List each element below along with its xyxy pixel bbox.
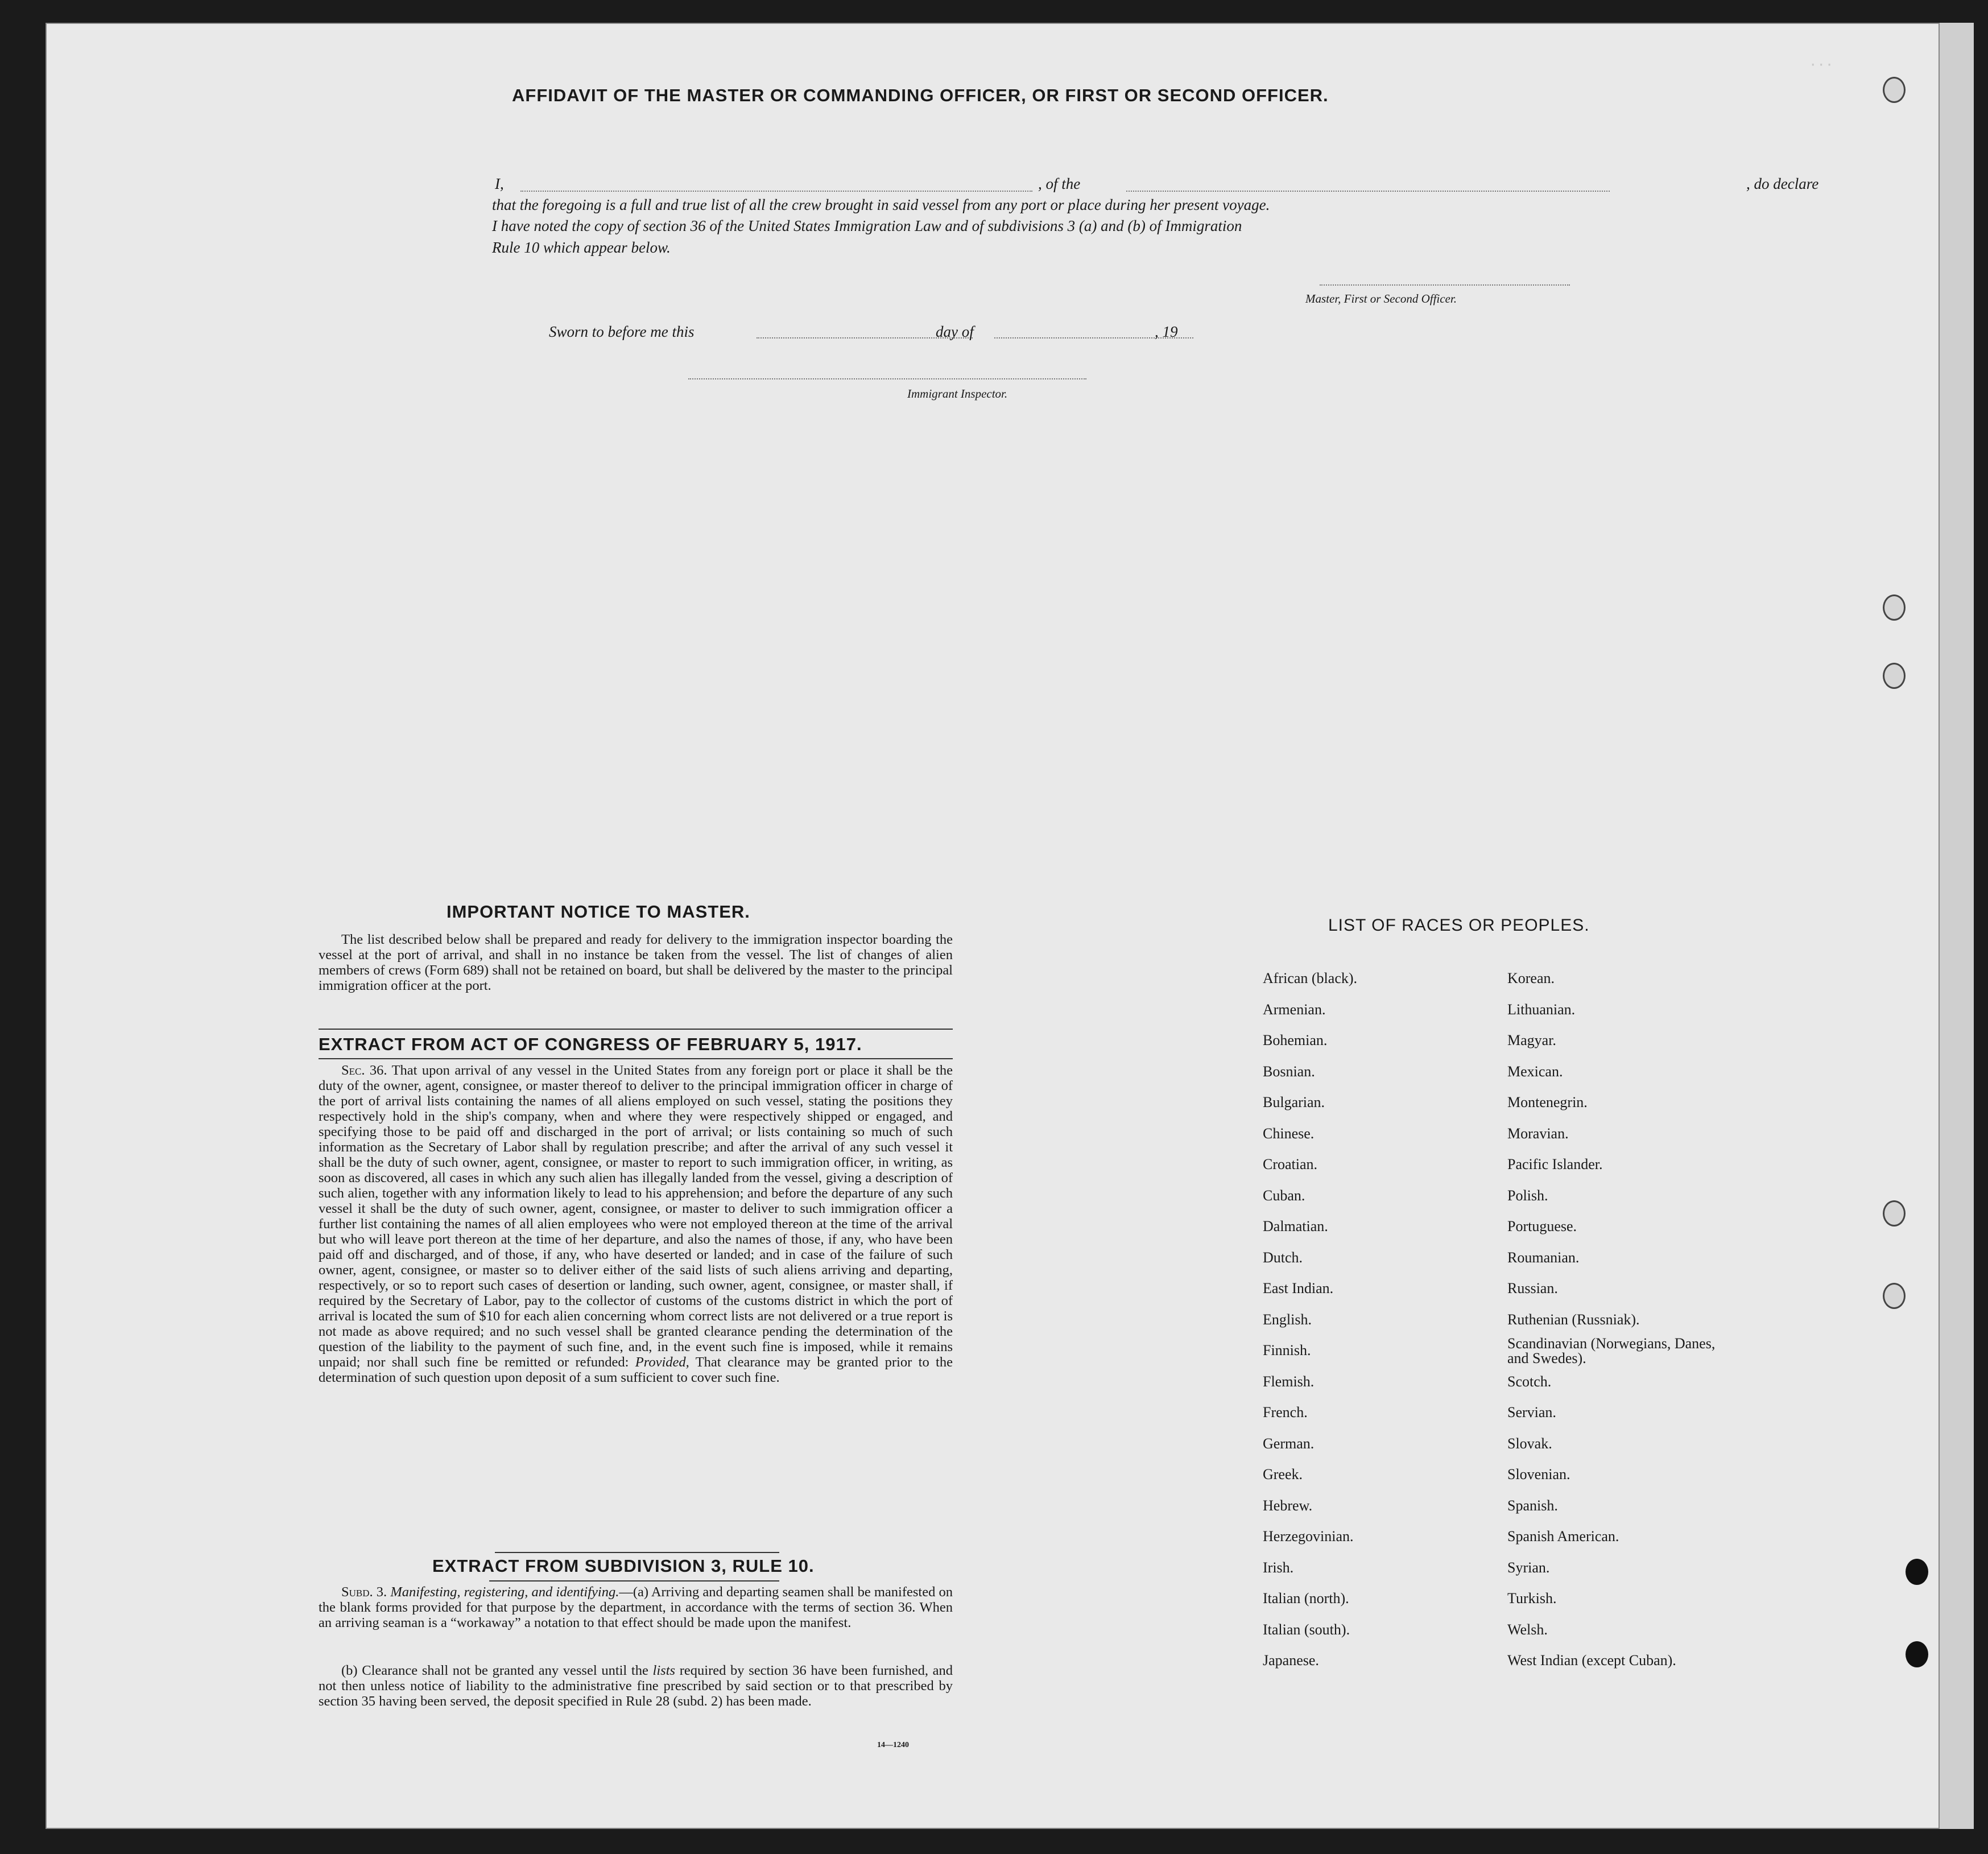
sworn-day-of: day of (936, 323, 974, 340)
race-item: Spanish. (1507, 1497, 1558, 1514)
race-item: Greek. (1263, 1466, 1303, 1483)
race-item: Roumanian. (1507, 1249, 1580, 1266)
race-item: Welsh. (1507, 1621, 1548, 1638)
rule-below-act-title (319, 1058, 953, 1059)
rule-subd-lead: Subd. 3. (341, 1584, 387, 1600)
affidavit-line-4: Rule 10 which appear below. (492, 239, 671, 256)
punch-hole (1906, 1559, 1928, 1585)
punch-hole (1883, 1283, 1906, 1309)
race-item: Bohemian. (1263, 1032, 1328, 1048)
rule-para-a (319, 1584, 953, 1630)
races-title: LIST OF RACES OR PEOPLES. (1328, 916, 1590, 935)
race-item: Slovak. (1507, 1435, 1552, 1452)
affidavit-line-2: that the foregoing is a full and true list of all the crew brought in said vessel from any port or place during her present voyage. (492, 196, 1270, 213)
notice-title: IMPORTANT NOTICE TO MASTER. (447, 902, 750, 922)
act-title: EXTRACT FROM ACT OF CONGRESS OF FEBRUARY 5, 1917. (319, 1034, 862, 1054)
vessel-blank (1126, 191, 1610, 192)
punch-hole (1883, 594, 1906, 621)
inspector-label: Immigrant Inspector. (907, 387, 1008, 400)
race-item: African (black). (1263, 970, 1358, 986)
affidavit-line-3: I have noted the copy of section 36 of the United States Immigration Law and of subdivisions 3 (a) and (b) of Immigration (492, 217, 1242, 234)
race-item: Japanese. (1263, 1652, 1319, 1669)
race-item: Bulgarian. (1263, 1094, 1325, 1110)
rule-title: EXTRACT FROM SUBDIVISION 3, RULE 10. (432, 1556, 815, 1576)
race-item: Irish. (1263, 1559, 1294, 1576)
master-signature-label: Master, First or Second Officer. (1305, 292, 1457, 305)
act-body (319, 1063, 953, 1385)
race-item: Mexican. (1507, 1063, 1563, 1080)
race-item: French. (1263, 1404, 1308, 1421)
affidavit-declare: , do declare (1746, 175, 1819, 192)
race-item: Scotch. (1507, 1373, 1552, 1390)
master-signature-blank (1320, 284, 1570, 286)
race-item: Italian (north). (1263, 1590, 1349, 1607)
race-item: Dalmatian. (1263, 1218, 1328, 1234)
sworn-prefix: Sworn to before me this (549, 323, 695, 340)
rule-subd-italic: Manifesting, registering, and identifying. (390, 1584, 619, 1600)
act-proviso-text: That clearance may be granted prior to the determination of such question upon deposit of a sum sufficient to cover such fine. (319, 1355, 953, 1385)
affidavit-of-the: , of the (1038, 175, 1081, 192)
race-item: Chinese. (1263, 1125, 1315, 1142)
document-sheet (46, 23, 1940, 1829)
race-item: Montenegrin. (1507, 1094, 1588, 1110)
race-item: Scandinavian (Norwegians, Danes, and Swedes). (1507, 1335, 1716, 1366)
punch-hole (1883, 77, 1906, 103)
punch-hole (1883, 1200, 1906, 1227)
race-item: East Indian. (1263, 1280, 1334, 1296)
rule-para-b-text: required by section 36 have been furnished, and not then unless notice of liability to the administrative fine prescribed by said section or to that prescribed by section 35 having been served, the deposit specified in Rule 28 (subd. 2) has been made. (319, 1663, 953, 1709)
rule-para-a-text: —(a) Arriving and departing seamen shall be manifested on the blank forms provided for that purpose by the department, in accordance with the terms of section 36. When an arriving seaman is a “workaway” a notation to that effect should be made upon the manifest. (319, 1584, 953, 1630)
inspector-signature-blank (688, 378, 1086, 379)
punch-hole (1906, 1641, 1928, 1667)
race-item: Turkish. (1507, 1590, 1557, 1607)
race-item: Flemish. (1263, 1373, 1315, 1390)
race-item: Croatian. (1263, 1156, 1318, 1172)
notice-body: The list described below shall be prepared and ready for delivery to the immigration inspector boarding the vessel at the port of arrival, and shall in no instance be taken from the vessel. The list of changes of alien members of crews (Form 689) shall not be retained on board, but shall be delivered by the master to the principal immigration officer at the port. (319, 932, 953, 993)
race-item: Servian. (1507, 1404, 1556, 1421)
race-item: Dutch. (1263, 1249, 1303, 1266)
race-item: German. (1263, 1435, 1315, 1452)
race-item: Polish. (1507, 1187, 1548, 1204)
race-item: Finnish. (1263, 1342, 1311, 1359)
affidavit-title: AFFIDAVIT OF THE MASTER OR COMMANDING OFFICER, OR FIRST OR SECOND OFFICER. (512, 85, 1329, 105)
race-item: West Indian (except Cuban). (1507, 1652, 1676, 1669)
race-item: Italian (south). (1263, 1621, 1350, 1638)
bleed-through-text: ··· (1809, 57, 1834, 73)
name-blank (520, 191, 1032, 192)
race-item: Cuban. (1263, 1187, 1305, 1204)
race-item: Herzegovinian. (1263, 1528, 1354, 1545)
act-section-lead: Sec. 36. (341, 1063, 387, 1078)
race-item: Armenian. (1263, 1001, 1326, 1018)
race-item: Spanish American. (1507, 1528, 1619, 1545)
race-item: Slovenian. (1507, 1466, 1570, 1483)
race-item: Magyar. (1507, 1032, 1556, 1048)
act-section-text: That upon arrival of any vessel in the United States from any foreign port or place it shall be the duty of the owner, agent, consignee, or master thereof to deliver to the principal immigration officer in charge of the port of arrival lists containing the names of all aliens employed on such vessel, stating the positions they respectively hold in the ship's company, when and where they were respectively shipped or engaged, and specifying those to be paid off and discharged in the port of arrival; or lists containing so much of such information as the Secretary of Labor shall by regulation prescribe; and after the arrival of any such vessel it shall be the duty of such owner, agent, consignee, or master to report to such immigration officer, in writing, as soon as discovered, all cases in which any such alien has illegally landed from the vessel, giving a description of such alien, together with any information likely to lead to his apprehension; and before the departure of any such vessel it shall be the duty of such owner, agent, consignee, or master to deliver to such immigration officer a further list containing the names of all alien employees who were not employed thereon at the time of the arrival but who will leave port thereon at the time of her departure, and also the names of those, if any, who have been paid off and discharged, and of those, if any, who have deserted or landed; and in case of the failure of such owner, agent, consignee, or master so to deliver either of the said lists of such aliens arriving and departing, respectively, or so to report such cases of desertion or landing, such owner, agent, consignee, or master shall, if required by the Secretary of Labor, pay to the collector of customs of the customs district in which the port of arrival is located the sum of $10 for each alien concerning whom correct lists are not delivered or a true report is not made as above required; and no such vessel shall be granted clearance pending the determination of the question of the liability to the payment of such fine, and, in the event such fine is imposed, while it remains unpaid; nor shall such fine be remitted or refunded: (319, 1063, 953, 1370)
race-item: Syrian. (1507, 1559, 1550, 1576)
rule-para-b-lead: (b) Clearance shall not be granted any vessel until the (341, 1663, 648, 1678)
race-item: Russian. (1507, 1280, 1558, 1296)
rule-below-rule-title (489, 1580, 779, 1582)
form-number: 14—1240 (877, 1741, 909, 1749)
rule-para-b-italic: lists (652, 1663, 676, 1678)
rule-para-b (319, 1663, 953, 1709)
page-edge (1940, 23, 1974, 1829)
race-item: English. (1263, 1311, 1312, 1328)
race-item: Hebrew. (1263, 1497, 1313, 1514)
sworn-year: , 19 (1155, 323, 1178, 340)
punch-hole (1883, 663, 1906, 689)
race-item: Ruthenian (Russniak). (1507, 1311, 1640, 1328)
affidavit-i: I, (495, 175, 504, 192)
rule-above-rule-title (495, 1552, 779, 1553)
act-proviso-word: Provided, (635, 1355, 689, 1370)
race-item: Bosnian. (1263, 1063, 1315, 1080)
race-item: Korean. (1507, 970, 1555, 986)
race-item: Lithuanian. (1507, 1001, 1576, 1018)
race-item: Pacific Islander. (1507, 1156, 1603, 1172)
race-item: Moravian. (1507, 1125, 1569, 1142)
rule-above-act (319, 1029, 953, 1030)
race-item: Portuguese. (1507, 1218, 1577, 1234)
